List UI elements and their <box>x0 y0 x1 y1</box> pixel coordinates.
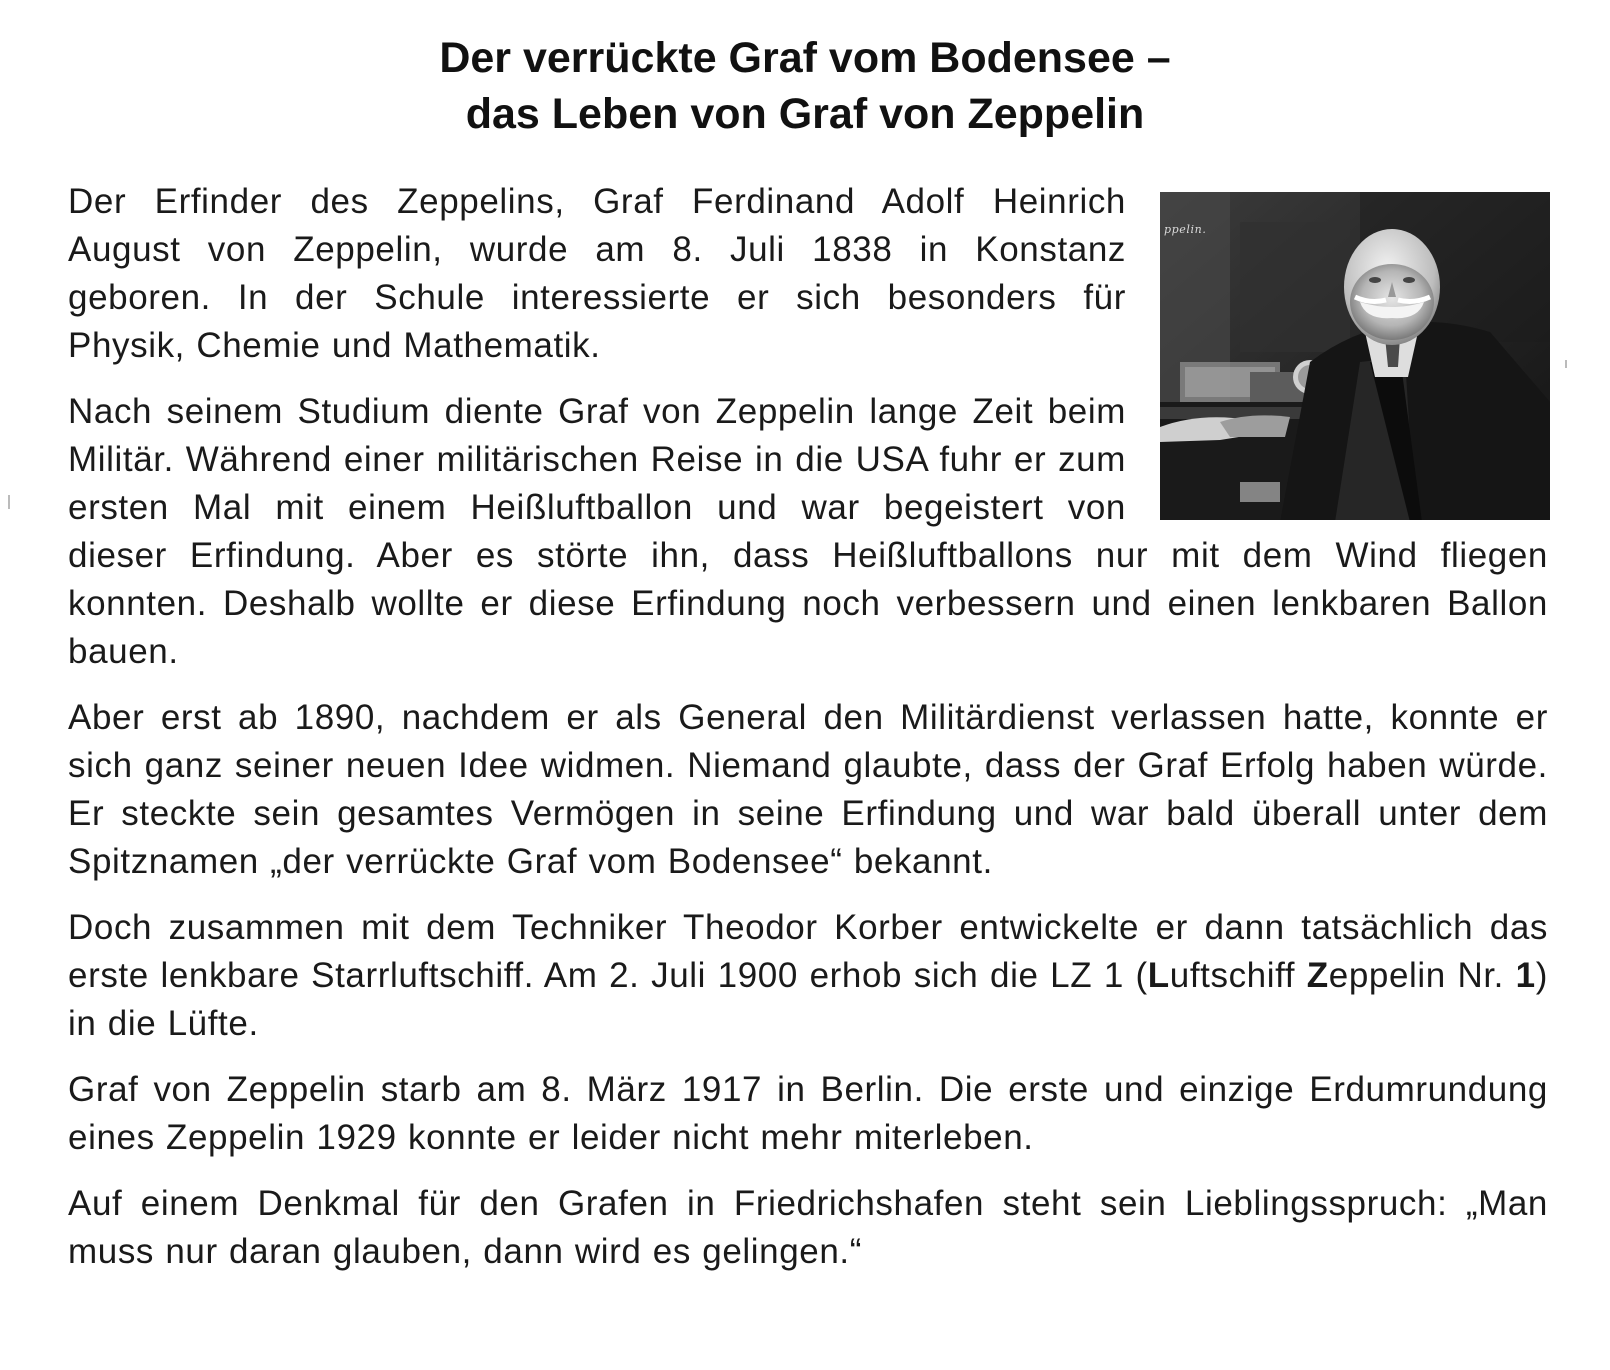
photo-caption-fragment: ppelin. <box>1164 223 1207 236</box>
paragraph-5: Graf von Zeppelin starb am 8. März 1917 in Berlin. Die erste und einzige Erdumrundung eines Zeppelin 1929 konnte er leider nicht mehr miterleben. <box>68 1070 1548 1157</box>
article-body <box>68 178 1548 1294</box>
portrait-photo <box>1160 192 1550 520</box>
paragraph-4-part-2: uftschiff <box>1169 956 1307 995</box>
bold-letter-l: L <box>1147 956 1170 995</box>
bold-number-1: 1 <box>1515 956 1536 995</box>
paragraph-3: Aber erst ab 1890, nachdem er als General den Militärdienst verlassen hatte, konnte er sich ganz seiner neuen Idee widmen. Niemand glaubte, dass der Graf Erfolg haben würde. Er steckte sein gesamtes Vermögen in seine Erfindung und war bald überall unter dem Spitznamen „der verrückte Graf vom Bodensee“ bekannt. <box>68 698 1548 881</box>
paragraph-2: Nach seinem Studium diente Graf von Zeppelin lange Zeit beim Militär. Während einer militärischen Reise in die USA fuhr er zum ersten Mal mit einem Heißluftballon und war begeistert von dieser Erfindung. Aber es störte ihn, dass Heißluftballons nur mit dem Wind fliegen konnten. Deshalb wollte er diese Erfindung noch verbessern und einen lenkbaren Ballon bauen. <box>68 392 1548 671</box>
scan-edge-mark-right <box>1565 360 1567 368</box>
portrait-image <box>1160 192 1550 520</box>
page-title <box>0 30 1610 142</box>
title-line-1: Der verrückte Graf vom Bodensee – <box>439 34 1171 82</box>
scan-edge-mark-left <box>8 495 10 509</box>
paragraph-6: Auf einem Denkmal für den Grafen in Friedrichshafen steht sein Lieblingsspruch: „Man muss nur daran glauben, dann wird es gelingen.“ <box>68 1184 1548 1271</box>
paragraph-4-part-1: Doch zusammen mit dem Techniker Theodor Korber entwickelte er dann tatsächlich das erste lenkbare Starrluftschiff. Am 2. Juli 1900 erhob sich die LZ 1 ( <box>68 908 1548 995</box>
paragraph-4-part-3: eppelin Nr. <box>1328 956 1516 995</box>
title-line-2: das Leben von Graf von Zeppelin <box>465 90 1145 138</box>
paragraph-4 <box>68 904 1548 1048</box>
bold-letter-z: Z <box>1306 956 1329 995</box>
paragraph-1: Der Erfinder des Zeppelins, Graf Ferdinand Adolf Heinrich August von Zeppelin, wurde am 8. Juli 1838 in Konstanz geboren. In der Schule interessierte er sich besonders für Physik, Chemie und Mathematik. <box>68 182 1126 365</box>
paragraph-4-part-4: ) in die Lüfte. <box>68 956 1548 1043</box>
